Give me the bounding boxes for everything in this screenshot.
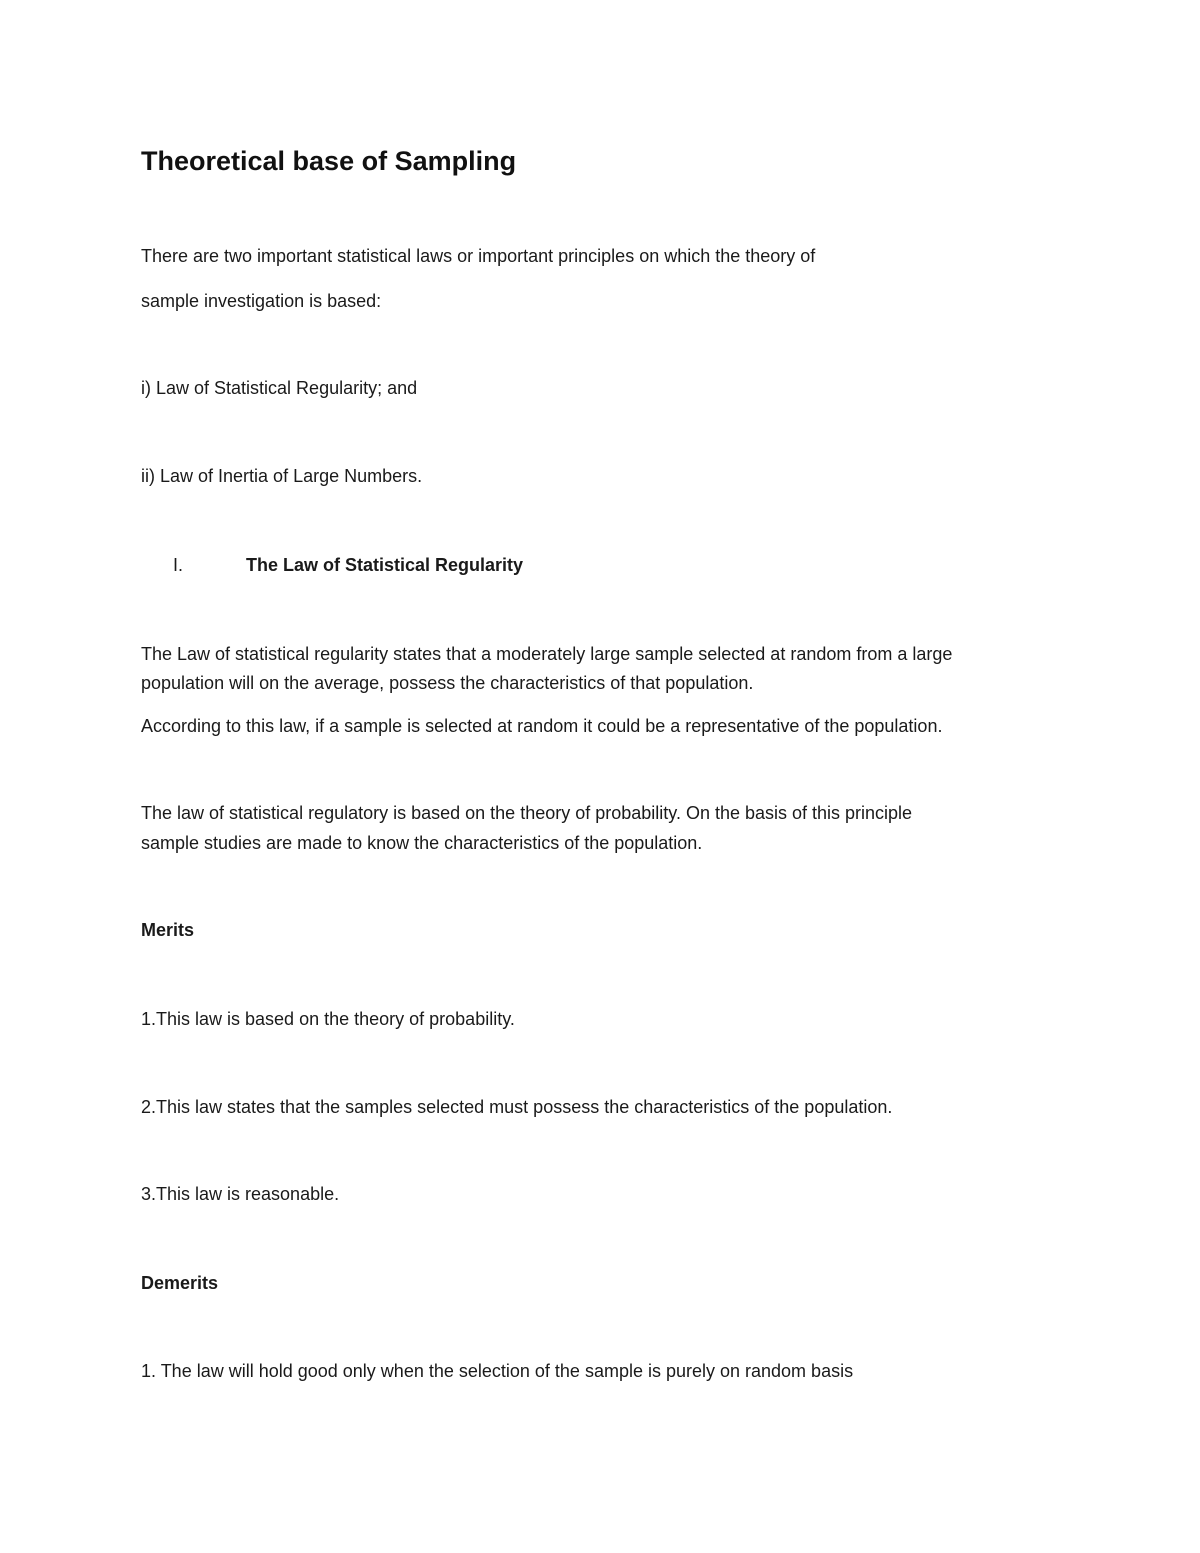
statistical-regularity-para-3-line-2: sample studies are made to know the characteristics of the population. <box>141 833 703 853</box>
statistical-regularity-para-2: According to this law, if a sample is selected at random it could be a representative of the population. <box>141 716 943 736</box>
section-numeral: I. <box>173 555 184 575</box>
statistical-regularity-para-1-line-1: The Law of statistical regularity states that a moderately large sample selected at random from a large <box>141 644 953 664</box>
statistical-regularity-para-1-line-2: population will on the average, possess the characteristics of that population. <box>141 673 754 693</box>
merit-item-1: 1.This law is based on the theory of probability. <box>141 1009 515 1029</box>
merits-heading: Merits <box>141 920 195 940</box>
page-title: Theoretical base of Sampling <box>141 146 517 176</box>
law-item-2: ii) Law of Inertia of Large Numbers. <box>141 466 423 486</box>
statistical-regularity-para-3-line-1: The law of statistical regulatory is based on the theory of probability. On the basis of this principle <box>141 803 913 823</box>
demerits-heading: Demerits <box>141 1273 219 1293</box>
intro-line-1: There are two important statistical laws or important principles on which the theory of <box>141 246 816 266</box>
section-heading: The Law of Statistical Regularity <box>246 555 524 575</box>
merit-item-3: 3.This law is reasonable. <box>141 1184 340 1204</box>
merit-item-2: 2.This law states that the samples selected must possess the characteristics of the population. <box>141 1097 893 1117</box>
law-item-1: i) Law of Statistical Regularity; and <box>141 378 418 398</box>
demerit-item-1: 1. The law will hold good only when the selection of the sample is purely on random basis <box>141 1361 854 1381</box>
intro-line-2: sample investigation is based: <box>141 291 382 311</box>
